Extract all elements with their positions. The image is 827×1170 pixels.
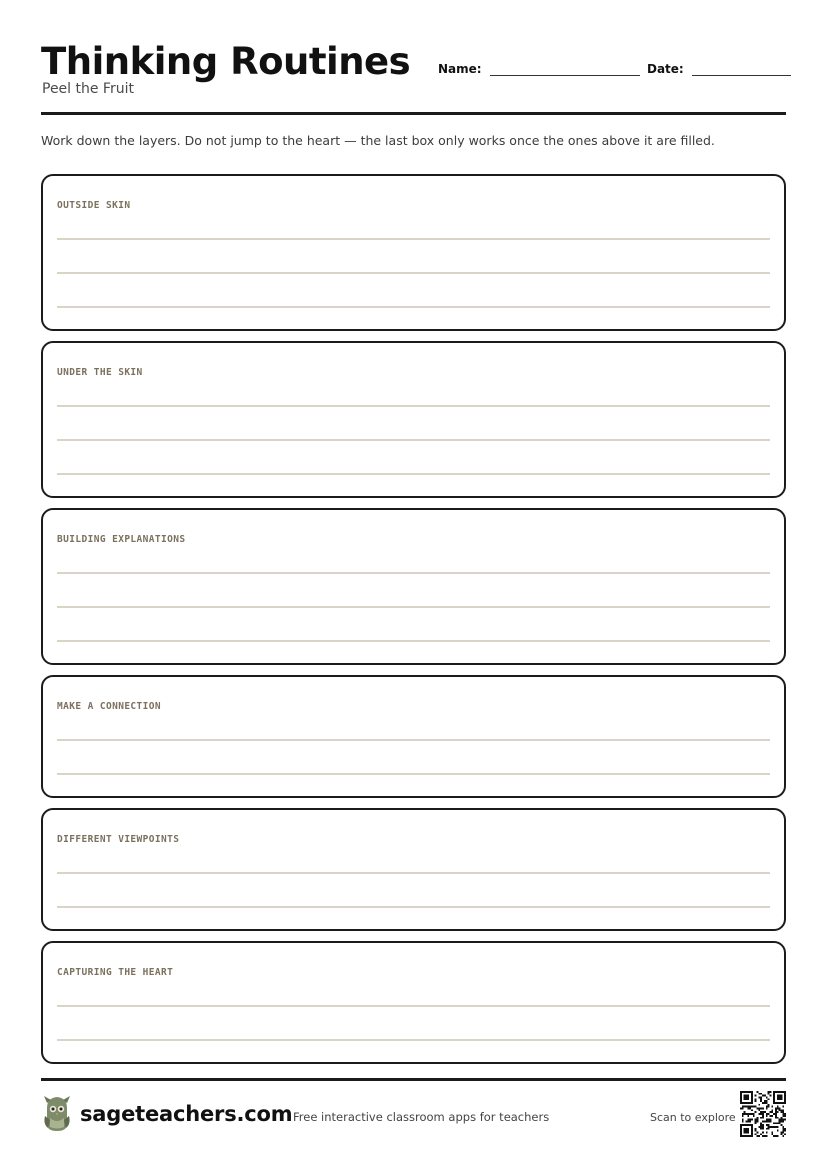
- name-field: [438, 61, 640, 76]
- date-field: [647, 61, 791, 76]
- page-subtitle: Peel the Fruit: [42, 81, 134, 97]
- date-line: [692, 61, 791, 76]
- writing-line[interactable]: [57, 405, 770, 407]
- writing-line[interactable]: [57, 640, 770, 642]
- page-title: Thinking Routines: [41, 40, 411, 83]
- section-box: [41, 341, 786, 498]
- writing-line[interactable]: [57, 606, 770, 608]
- section-box: [41, 808, 786, 931]
- name-label: Name:: [438, 62, 482, 76]
- writing-line[interactable]: [57, 872, 770, 874]
- footer-divider: [41, 1078, 786, 1081]
- section-box: [41, 941, 786, 1064]
- name-line: [490, 61, 640, 76]
- section-label: UNDER THE SKIN: [57, 367, 143, 378]
- qr-code-icon: [740, 1091, 786, 1137]
- header-divider: [41, 112, 786, 115]
- scan-text: Scan to explore: [650, 1111, 736, 1124]
- section-label: CAPTURING THE HEART: [57, 967, 174, 978]
- section-box: [41, 675, 786, 798]
- writing-line[interactable]: [57, 1039, 770, 1041]
- section-label: MAKE A CONNECTION: [57, 701, 162, 712]
- writing-line[interactable]: [57, 1005, 770, 1007]
- date-label: Date:: [647, 62, 684, 76]
- writing-line[interactable]: [57, 739, 770, 741]
- section-box: [41, 508, 786, 665]
- writing-line[interactable]: [57, 306, 770, 308]
- worksheet-header: [41, 40, 786, 100]
- writing-line[interactable]: [57, 572, 770, 574]
- footer-tagline: Free interactive classroom apps for teachers: [293, 1110, 550, 1124]
- section-label: DIFFERENT VIEWPOINTS: [57, 834, 180, 845]
- footer: [41, 1090, 786, 1142]
- writing-line[interactable]: [57, 473, 770, 475]
- writing-line[interactable]: [57, 272, 770, 274]
- brand-name: sageteachers.com: [80, 1102, 293, 1126]
- sage-owl-icon: [41, 1094, 73, 1134]
- writing-line[interactable]: [57, 439, 770, 441]
- writing-line[interactable]: [57, 773, 770, 775]
- section-label: OUTSIDE SKIN: [57, 200, 131, 211]
- section-label: BUILDING EXPLANATIONS: [57, 534, 186, 545]
- instructions: Work down the layers. Do not jump to the heart — the last box only works once the ones above it are filled.: [41, 133, 715, 148]
- writing-line[interactable]: [57, 238, 770, 240]
- section-box: [41, 174, 786, 331]
- writing-line[interactable]: [57, 906, 770, 908]
